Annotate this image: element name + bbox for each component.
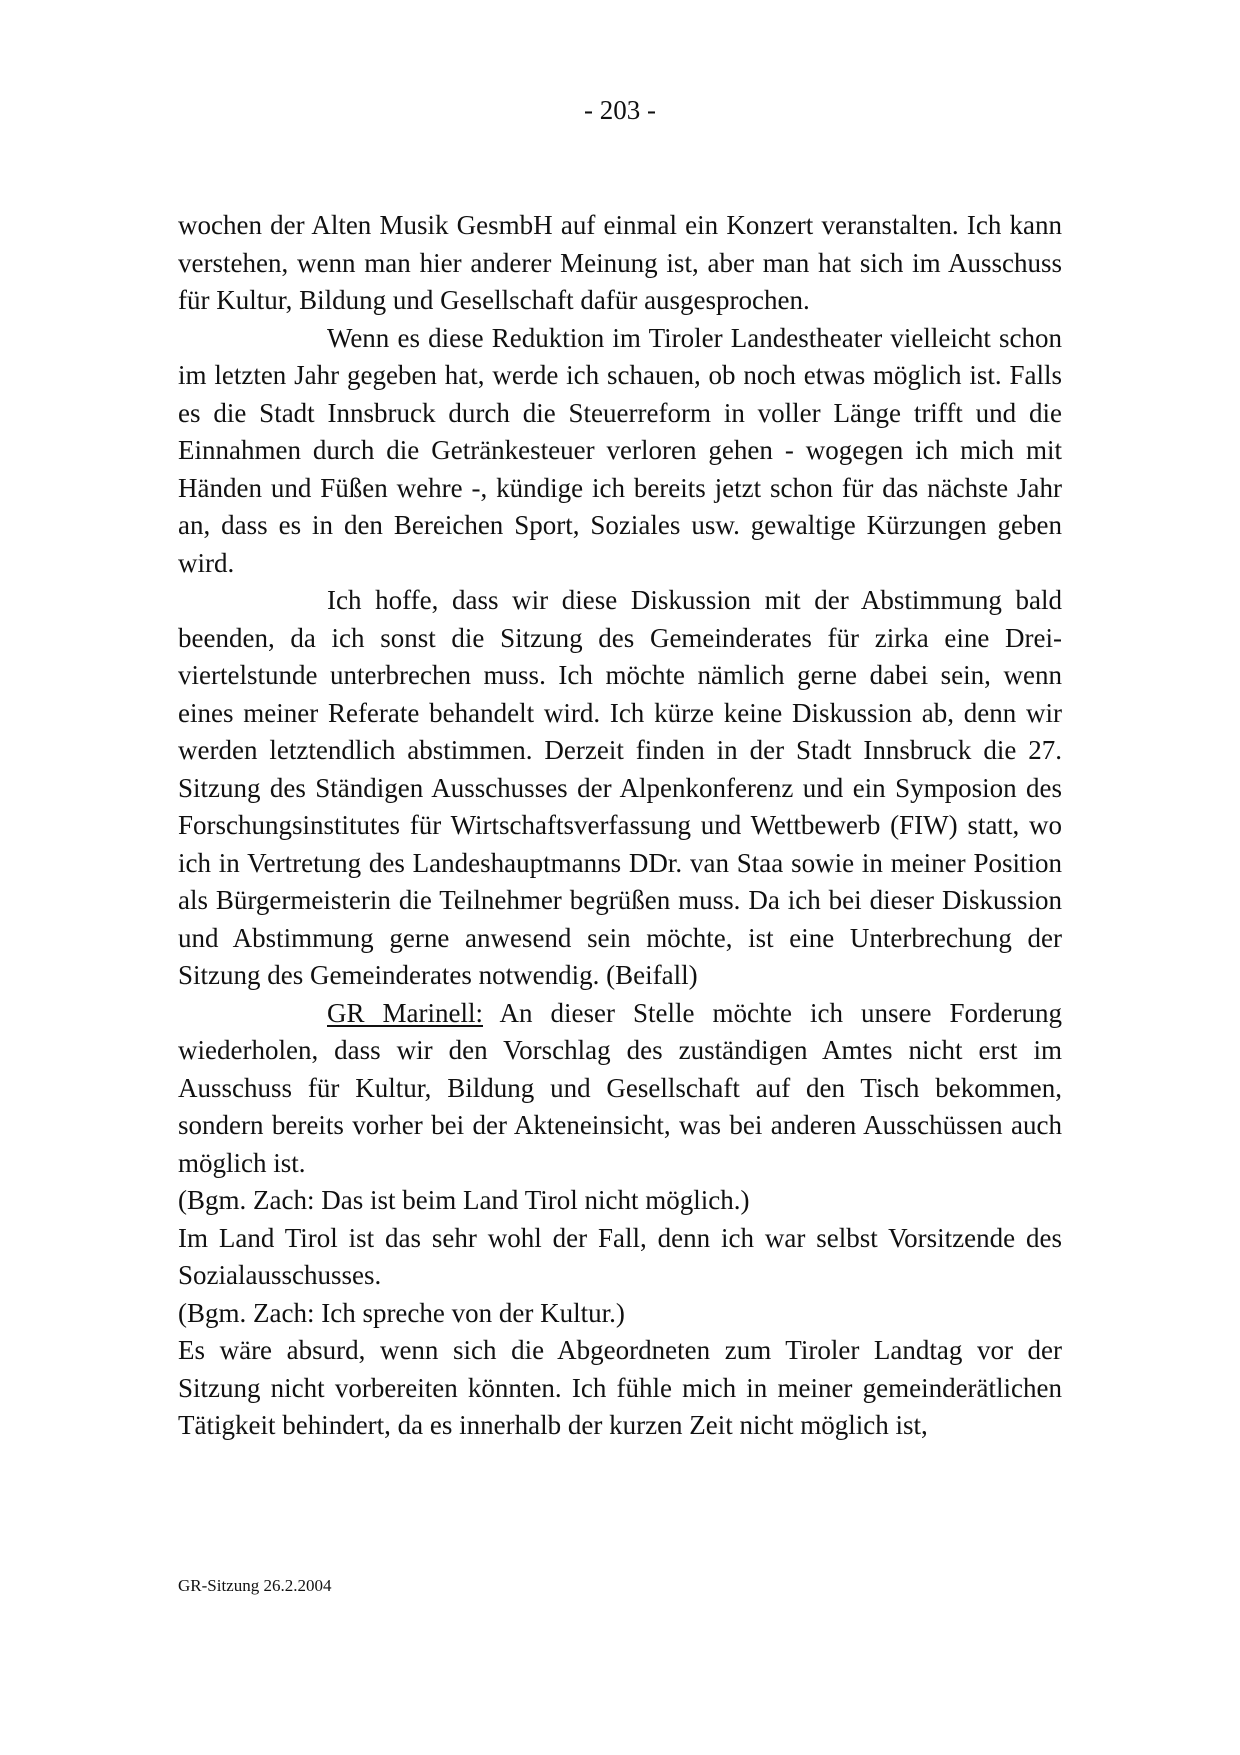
footer-session-date: GR-Sitzung 26.2.2004 bbox=[178, 1576, 332, 1595]
paragraph-4-text: An dieser Stelle möchte ich unsere Forderung wiederholen, dass wir den Vorschlag des zuständigen Amtes nicht erst im Ausschuss für Kultur, Bildung und Gesellschaft auf den Tisch bekommen, sondern bereits vorher bei der Akteneinsicht, was bei anderen Ausschüssen auch möglich ist. bbox=[178, 997, 1062, 1178]
paragraph-3: Ich hoffe, dass wir diese Diskussion mit der Abstimmung bald beenden, da ich sonst die Sitzung des Gemeinderates für zirka eine Dreiviertelstunde unterbrechen muss. Ich möchte nämlich gerne dabei sein, wenn eines meiner Referate behandelt wird. Ich kürze keine Diskussion ab, denn wir werden letztendlich abstimmen. Derzeit finden in der Stadt Innsbruck die 27. Sitzung des Ständigen Ausschusses der Alpenkonferenz und ein Symposion des Forschungsinstitutes für Wirtschaftsverfassung und Wettbewerb (FIW) statt, wo ich in Vertretung des Landeshauptmanns DDr. van Staa sowie in meiner Position als Bürgermeisterin die Teilnehmer begrüßen muss. Da ich bei dieser Diskussion und Abstimmung gerne anwesend sein möchte, ist eine Unterbrechung der Sitzung des Gemeinderates notwendig. (Beifall) bbox=[178, 585, 1062, 990]
document-body bbox=[178, 207, 1062, 1445]
speaker-name: GR Marinell: bbox=[327, 997, 483, 1028]
page-number: - 203 - bbox=[584, 95, 656, 125]
paragraph-1: wochen der Alten Musik GesmbH auf einmal ein Konzert veranstalten. Ich kann verstehen, wenn man hier anderer Meinung ist, aber man hat sich im Ausschuss für Kultur, Bildung und Gesellschaft dafür ausgesprochen. bbox=[178, 210, 1062, 315]
paragraph-4 bbox=[178, 995, 1062, 1183]
paragraph-2: Wenn es diese Reduktion im Tiroler Landestheater vielleicht schon im letzten Jahr gegeben hat, werde ich schauen, ob noch etwas möglich ist. Falls es die Stadt Innsbruck durch die Steuerreform in voller Länge trifft und die Einnahmen durch die Getränkesteuer verloren gehen - wogegen ich mich mit Händen und Füßen wehre -, kündige ich bereits jetzt schon für das nächste Jahr an, dass es in den Bereichen Sport, Soziales usw. gewaltige Kürzungen geben wird. bbox=[178, 322, 1062, 578]
interjection-1: (Bgm. Zach: Das ist beim Land Tirol nicht möglich.) bbox=[178, 1185, 750, 1215]
interjection-2: (Bgm. Zach: Ich spreche von der Kultur.) bbox=[178, 1297, 625, 1328]
paragraph-8: Es wäre absurd, wenn sich die Abgeordneten zum Tiroler Landtag vor der Sitzung nicht vorbereiten könnten. Ich fühle mich in meiner gemeinderätlichen Tätigkeit behindert, da es innerhalb der kurzen Zeit nicht möglich ist, bbox=[178, 1335, 1062, 1440]
paragraph-6: Im Land Tirol ist das sehr wohl der Fall, denn ich war selbst Vorsitzende des Sozialausschusses. bbox=[178, 1222, 1062, 1290]
